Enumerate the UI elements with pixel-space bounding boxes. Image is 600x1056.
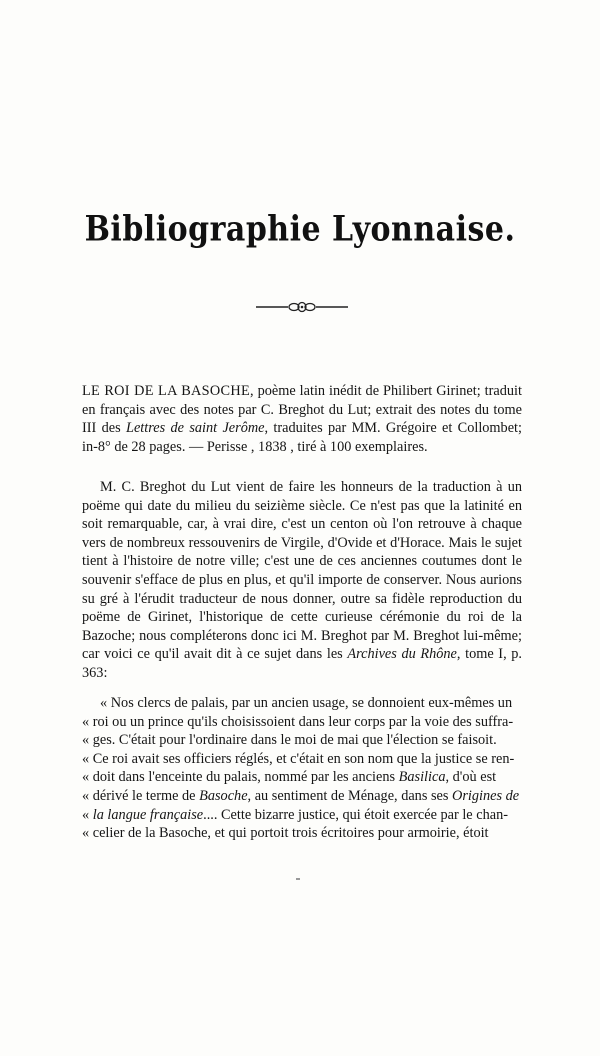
quote-line <box>82 806 522 825</box>
quote-line <box>82 750 522 769</box>
quote-segment: « dérivé le terme de <box>82 787 200 804</box>
quote-segment: « doit dans l'enceinte du palais, nommé par les anciens <box>82 769 399 786</box>
quote-line <box>82 824 522 843</box>
quote-italic-segment: la langue française <box>92 806 204 823</box>
bibliography-entry <box>82 382 522 456</box>
review-paragraph <box>82 478 522 683</box>
page-title: Bibliographie Lyonnaise. <box>84 209 516 250</box>
quote-segment: « <box>82 806 93 823</box>
page-speck <box>296 878 300 880</box>
quote-segment: « celier de la Basoche, et qui portoit trois écritoires pour armoirie, étoit <box>82 825 489 842</box>
quote-line <box>82 768 522 787</box>
quote-segment: « Ce roi avait ses officiers réglés, et c'était en son nom que la justice se ren- <box>82 750 515 767</box>
quote-segment: « ges. C'était pour l'ordinaire dans le moi de mai que l'élection se faisoit. <box>82 732 497 749</box>
quote-italic-segment: Origines de <box>452 787 520 804</box>
paragraph-text-end: , tome I, p. 363: <box>82 646 522 681</box>
quote-line <box>82 713 522 732</box>
quote-segment: « Nos clercs de palais, par un ancien usage, se donnoient eux-mêmes un <box>100 695 513 711</box>
quotation-block <box>82 694 522 843</box>
entry-text: , poème latin inédit de Philibert Girinet; traduit en français avec des notes par C. Breghot du Lut; extrait des notes du tome III des <box>82 383 522 437</box>
archives-title: Archives du Rhône <box>347 646 457 663</box>
quote-italic-segment: Basilica <box>398 769 446 786</box>
entry-heading: LE ROI DE LA BASOCHE <box>82 383 251 399</box>
quote-line <box>82 731 522 750</box>
quote-segment: .... Cette bizarre justice, qui étoit exercée par le chan- <box>203 806 508 823</box>
quote-segment: , au sentiment de Ménage, dans ses <box>247 787 453 804</box>
entry-work-title: Lettres de saint Jerôme <box>126 420 265 437</box>
quote-line <box>82 787 522 806</box>
entry-text-end: , traduites par MM. Grégoire et Collombet; in-8° de 28 pages. — Perisse , 1838 , tiré à 100 exemplaires. <box>82 420 522 455</box>
quote-segment: , d'où est <box>445 769 497 786</box>
quote-italic-segment: Basoche <box>199 787 248 804</box>
quote-line <box>82 694 522 713</box>
paragraph-text: M. C. Breghot du Lut vient de faire les honneurs de la traduction à un poëme qui date du milieu du seizième siècle. Ce n'est pas que la latinité en soit remarquable, car, à vrai dire, c'est un centon où l'on retrouve à chaque vers de nombreux ressouvenirs de Virgile, d'Ovide et d'Horace. Mais le sujet tient à l'histoire de notre ville; c'est une de ces anciennes coutumes dont le souvenir s'efface de plus en plus, et qu'il importe de conserver. Nous aurions su gré à l'érudit traducteur de nous donner, outre sa fidèle reproduction du poëme de Girinet, l'historique de cette curieuse cérémonie du roi de la Bazoche; nous compléterons donc ici M. Breghot par M. Breghot lui-même; car voici ce qu'il avait dit à ce sujet dans les <box>82 479 522 663</box>
ornament-divider <box>254 300 350 314</box>
quote-segment: « roi ou un prince qu'ils choisissoient dans leur corps par la voie des suffra- <box>82 713 514 730</box>
